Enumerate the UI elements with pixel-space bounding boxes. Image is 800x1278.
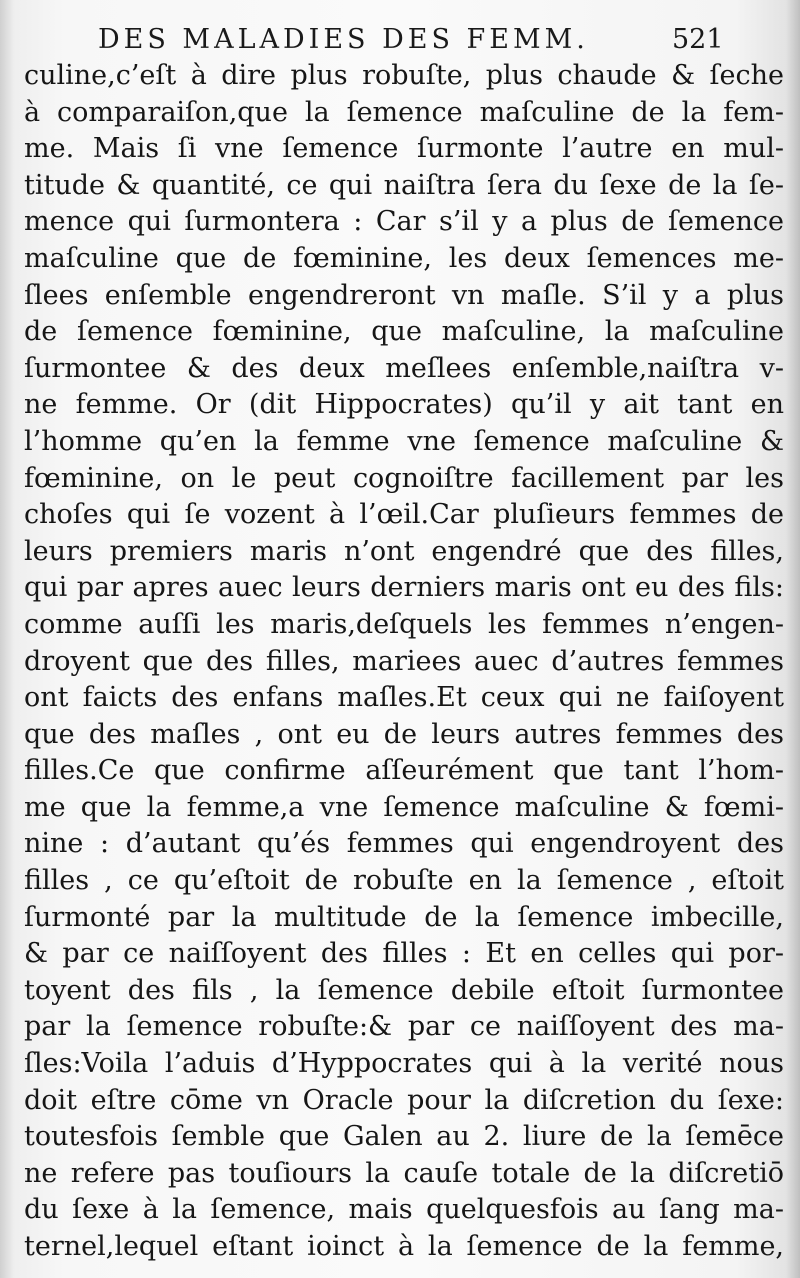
text-line: choſes qui ſe vozent à l’œil.Car pluſieurs femmes de: [24, 499, 784, 531]
text-line: me. Mais ſi vne ſemence ſurmonte l’autre en mul-: [24, 133, 784, 165]
page-number: 521: [672, 24, 724, 55]
text-line: ſles:Voila l’aduis d’Hyppocrates qui à la verité nous: [24, 1048, 784, 1080]
text-line: me que la femme,a vne ſemence maſculine & fœmi-: [24, 791, 784, 823]
text-line: du ſexe à la ſemence, mais quelquesfois au ſang ma-: [24, 1194, 784, 1226]
text-line: ſlees enſemble engendreront vn maſle. S’il y a plus: [24, 279, 784, 311]
text-line: doit eſtre cōme vn Oracle pour la diſcretion du ſexe:: [24, 1084, 784, 1116]
text-line: droyent que des filles, mariees auec d’autres femmes: [24, 645, 784, 677]
text-line: toyent des fils , la ſemence debile eſtoit ſurmontee: [24, 974, 784, 1006]
page-header: [0, 18, 800, 58]
text-line: & par ce naiſſoyent des filles : Et en celles qui por-: [24, 938, 784, 970]
text-line: ſurmontee & des deux meſlees enſemble,naiſtra v-: [24, 352, 784, 384]
text-line: ne femme. Or (dit Hippocrates) qu’il y ait tant en: [24, 389, 784, 421]
text-line: mence qui ſurmontera : Car s’il y a plus de ſemence: [24, 206, 784, 238]
text-line: filles.Ce que confirme aſſeurément que tant l’hom-: [24, 755, 784, 787]
text-line: à comparaiſon,que la ſemence maſculine de la fem-: [24, 96, 784, 128]
text-line: culine,c’eſt à dire plus robuſte, plus chaude & ſeche: [24, 60, 784, 91]
page-left-edge-shadow: [0, 0, 14, 1278]
text-line: nine : d’autant qu’és femmes qui engendroyent des: [24, 828, 784, 860]
text-line: toutesfois ſemble que Galen au 2. liure de la ſemēce: [24, 1121, 784, 1153]
running-title: DES MALADIES DES FEMM.: [98, 24, 589, 55]
text-line: par la ſemence robuſte:& par ce naiſſoyent des ma-: [24, 1011, 784, 1043]
text-line: leurs premiers maris n’ont engendré que des filles,: [24, 535, 784, 567]
text-line: ternel,lequel eſtant ioinct à la ſemence de la femme,: [24, 1231, 784, 1262]
text-line: que des maſles , ont eu de leurs autres femmes des: [24, 718, 784, 750]
text-line: ont faicts des enfans maſles.Et ceux qui ne faiſoyent: [24, 682, 784, 714]
text-line: maſculine que de fœminine, les deux ſemences me-: [24, 242, 784, 274]
text-line: l’homme qu’en la femme vne ſemence maſculine &: [24, 425, 784, 457]
page-right-edge-shadow: [786, 0, 800, 1278]
text-line: fœminine, on le peut cognoiſtre facillement par les: [24, 462, 784, 494]
body-text: [24, 58, 784, 1266]
text-line: titude & quantité, ce qui naiſtra ſera du ſexe de la ſe-: [24, 169, 784, 201]
text-line: ne refere pas touſiours la cauſe totale de la diſcretiō: [24, 1157, 784, 1189]
text-line: ſurmonté par la multitude de la ſemence imbecille,: [24, 901, 784, 933]
text-line: qui par apres auec leurs derniers maris ont eu des fils:: [24, 572, 784, 604]
text-line: de ſemence fœminine, que maſculine, la maſculine: [24, 316, 784, 348]
text-line: comme auſſi les maris,deſquels les femmes n’engen-: [24, 608, 784, 640]
text-line: filles , ce qu’eſtoit de robuſte en la ſemence , eſtoit: [24, 865, 784, 897]
